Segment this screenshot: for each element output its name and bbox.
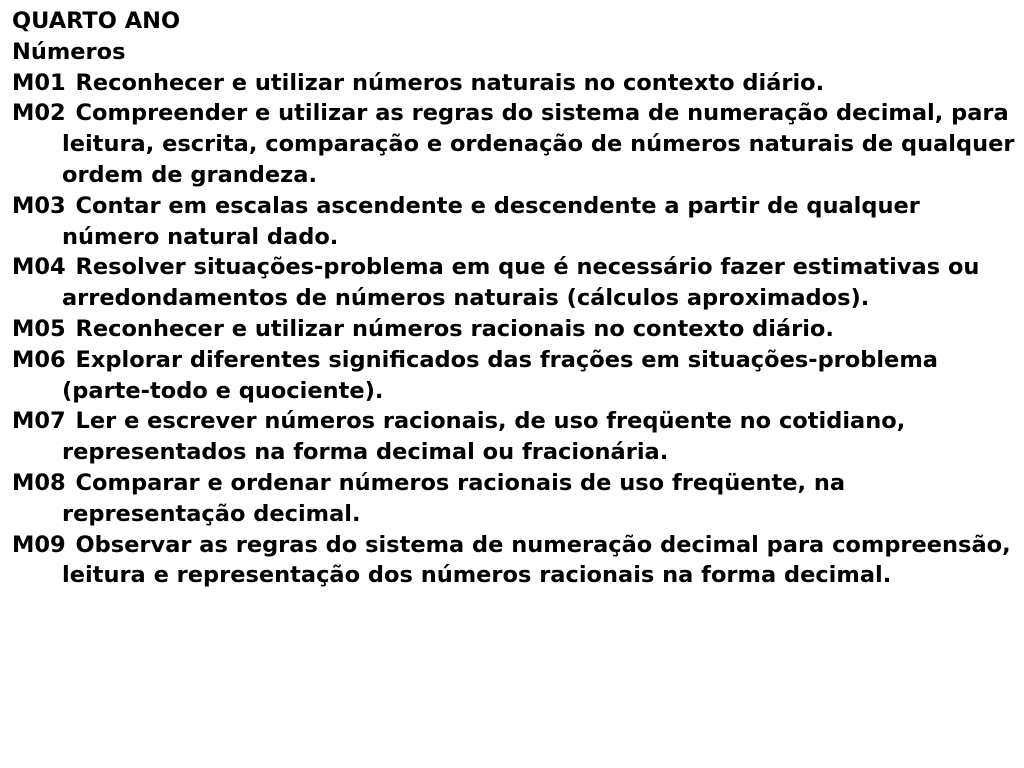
skill-text: Ler e escrever números racionais, de uso freqüente no cotidiano, representados na forma decimal ou fracionária. (62, 408, 906, 466)
skill-item-m08 (12, 468, 1016, 530)
skill-item-m03 (12, 191, 1016, 253)
skill-text: Observar as regras do sistema de numeração decimal para compreensão, leitura e representação dos números racionais na forma decimal. (62, 531, 1011, 589)
skill-text: Compreender e utilizar as regras do sistema de numeração decimal, para leitura, escrita, comparação e ordenação de números naturais de qualquer ordem de grandeza. (62, 100, 1015, 188)
skill-text: Resolver situações-problema em que é necessário fazer estimativas ou arredondamentos de números naturais (cálculos aproximados). (62, 254, 980, 312)
skill-code: M04 (12, 254, 66, 281)
skill-text: Explorar diferentes significados das frações em situações-problema (parte-todo e quociente). (62, 346, 938, 404)
skill-code: M02 (12, 100, 66, 127)
skill-code: M08 (12, 469, 66, 496)
skill-item-m05 (12, 314, 1016, 345)
subject-heading: Números (12, 38, 126, 65)
skill-text: Reconhecer e utilizar números naturais no contexto diário. (75, 69, 825, 96)
skill-item-m09 (12, 530, 1016, 592)
skill-code: M03 (12, 192, 66, 219)
skill-item-m01 (12, 68, 1016, 99)
skill-code: M06 (12, 346, 66, 373)
skill-text: Reconhecer e utilizar números racionais no contexto diário. (75, 315, 834, 342)
grade-heading: QUARTO ANO (12, 8, 181, 34)
skill-item-m07 (12, 406, 1016, 468)
skill-item-m04 (12, 252, 1016, 314)
skill-code: M01 (12, 69, 66, 96)
skill-code: M05 (12, 315, 66, 342)
skill-text: Comparar e ordenar números racionais de uso freqüente, na representação decimal. (62, 469, 846, 527)
skill-code: M09 (12, 531, 66, 558)
skill-code: M07 (12, 408, 66, 435)
skill-item-m06 (12, 345, 1016, 407)
skill-text: Contar em escalas ascendente e descendente a partir de qualquer número natural dado. (62, 192, 920, 250)
skill-item-m02 (12, 98, 1016, 190)
